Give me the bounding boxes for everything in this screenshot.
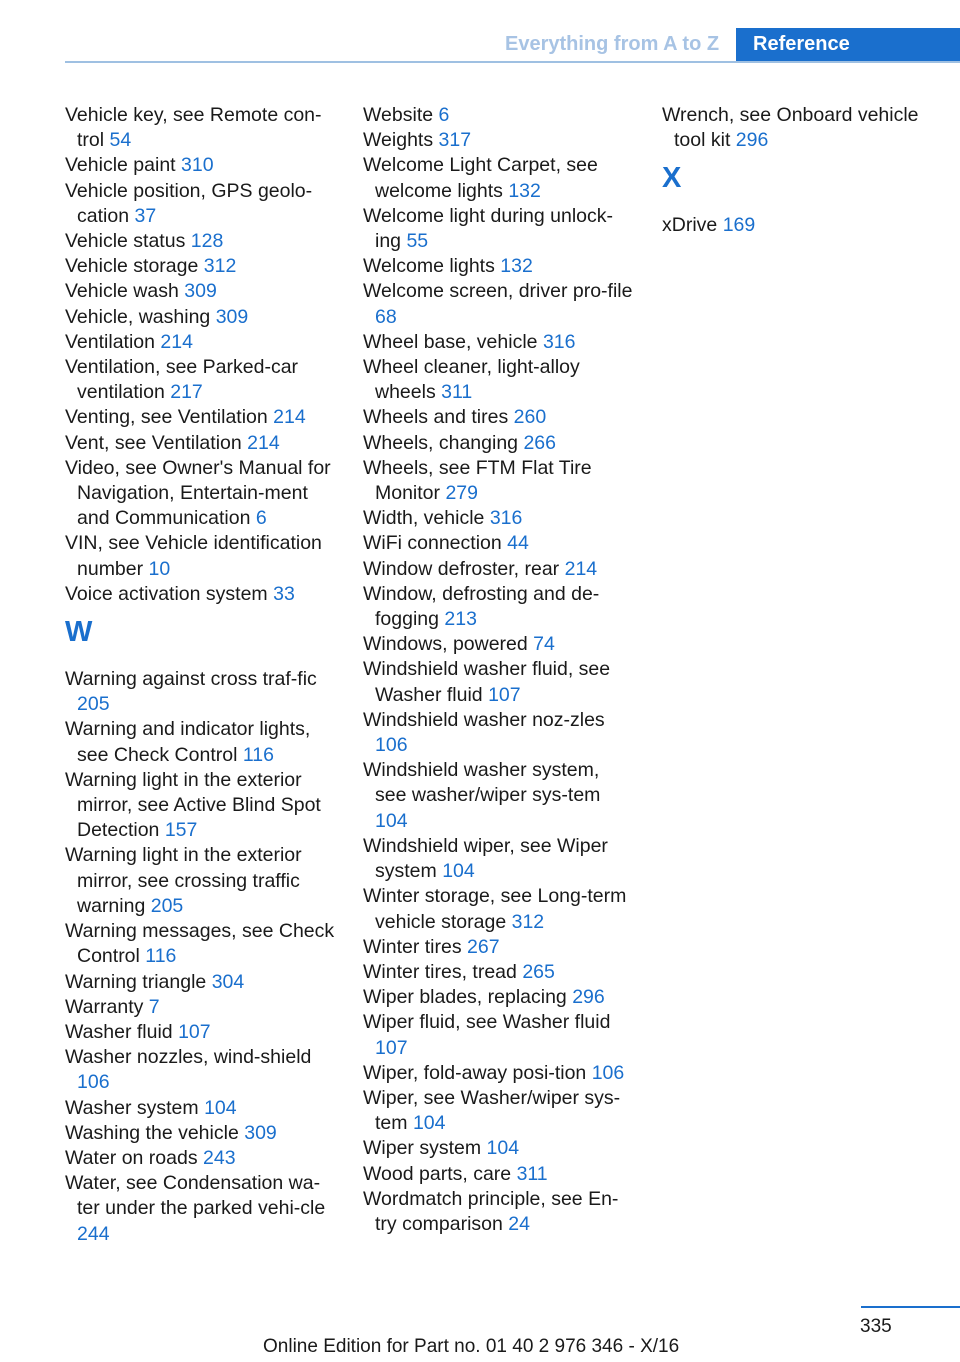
index-term: Warning triangle	[65, 970, 207, 993]
page-link[interactable]: 205	[77, 693, 110, 716]
index-entry	[363, 985, 635, 1010]
page-link[interactable]: 55	[406, 230, 429, 253]
index-term: Welcome light during unlock-ing	[363, 204, 614, 253]
page-link[interactable]: 68	[375, 305, 397, 328]
page-link[interactable]: 317	[438, 129, 472, 152]
page-link[interactable]: 310	[181, 154, 214, 177]
index-term: Vehicle key, see Remote con-trol	[65, 104, 322, 152]
index-entry	[363, 1061, 635, 1086]
index-term: Wheels and tires	[363, 406, 509, 429]
index-entry	[363, 456, 635, 506]
page-link[interactable]: 10	[148, 557, 171, 580]
index-entry	[363, 431, 635, 456]
index-term: Washer nozzles, wind-shield	[65, 1046, 312, 1069]
index-entry	[662, 213, 934, 238]
index-entry	[65, 531, 337, 581]
page-link[interactable]: 205	[150, 894, 184, 917]
page-link[interactable]: 244	[77, 1222, 110, 1245]
index-entry	[65, 456, 337, 532]
index-letter-heading: X	[662, 162, 682, 195]
page-link[interactable]: 296	[572, 986, 605, 1009]
page-link[interactable]: 309	[184, 280, 217, 303]
page-link[interactable]: 106	[77, 1071, 110, 1094]
index-term: Wiper, see Washer/wiper sys-tem	[363, 1086, 621, 1135]
page-link[interactable]: 104	[486, 1137, 520, 1160]
index-entry	[65, 229, 337, 254]
index-term: Water, see Condensation wa-ter under the parked vehi-cle	[65, 1172, 326, 1220]
index-term: Venting, see Ventilation	[65, 406, 268, 429]
page-link[interactable]: 104	[375, 809, 408, 832]
index-term: Warning light in the exterior mirror, see crossing traffic warning	[65, 844, 302, 917]
index-entry	[363, 935, 635, 960]
index-term: Windshield washer fluid, see Washer fluid	[363, 658, 611, 706]
index-entry	[65, 1045, 337, 1095]
index-term: Washing the vehicle	[65, 1121, 239, 1144]
index-term: Vehicle position, GPS geolo-cation	[65, 179, 313, 227]
page-link[interactable]: 309	[244, 1121, 277, 1144]
index-term: Windshield washer noz-zles	[363, 708, 605, 731]
page-link[interactable]: 104	[204, 1096, 237, 1119]
index-entry	[65, 843, 337, 919]
index-term: Wood parts, care	[363, 1162, 512, 1185]
index-term: Wiper, fold-away posi-tion	[363, 1061, 587, 1084]
index-entry	[363, 657, 635, 707]
index-term: Winter tires, tread	[363, 960, 517, 983]
index-entry	[65, 1146, 337, 1171]
index-term: Wheels, see FTM Flat Tire Monitor	[363, 456, 592, 505]
index-entry	[363, 557, 635, 582]
index-entry	[65, 970, 337, 995]
index-entry	[65, 1121, 337, 1146]
index-entry	[65, 995, 337, 1020]
index-term: Windows, powered	[363, 633, 528, 656]
index-entry	[65, 1020, 337, 1045]
index-entry	[65, 768, 337, 844]
index-term: Warning against cross traf-fic	[65, 668, 317, 691]
page-link[interactable]: 214	[564, 557, 598, 580]
index-entry	[363, 1010, 635, 1060]
page-link[interactable]: 24	[508, 1212, 530, 1235]
index-term: Welcome screen, driver pro-file	[363, 280, 633, 303]
index-term: Winter tires	[363, 935, 462, 958]
page-link[interactable]: 214	[273, 406, 306, 429]
page-link[interactable]: 267	[467, 935, 500, 958]
index-entry	[363, 204, 635, 254]
index-entry	[65, 582, 337, 607]
index-term: Wiper fluid, see Washer fluid	[363, 1011, 611, 1034]
index-term: Wordmatch principle, see En-try comparison	[363, 1187, 619, 1235]
index-entry	[65, 153, 337, 178]
page-link[interactable]: 309	[215, 305, 249, 328]
index-entry	[65, 431, 337, 456]
index-term: Ventilation, see Parked-car ventilation	[65, 356, 299, 404]
index-entry	[65, 919, 337, 969]
index-term: Warranty	[65, 995, 144, 1018]
index-entry	[65, 405, 337, 430]
index-term: Welcome Light Carpet, see welcome lights	[363, 154, 598, 202]
index-entry	[363, 405, 635, 430]
index-term: VIN, see Vehicle identification number	[65, 532, 322, 580]
page-link[interactable]: 7	[148, 995, 160, 1018]
page-link[interactable]: 104	[442, 860, 475, 883]
index-term: Windshield washer system, see washer/wiper sys-tem	[363, 759, 601, 807]
index-entry	[363, 708, 635, 758]
page-link[interactable]: 54	[109, 129, 132, 152]
chapter-title: Everything from A to Z	[505, 33, 720, 55]
index-term: Vehicle, washing	[65, 305, 211, 328]
index-term: Warning light in the exterior mirror, see Active Blind Spot Detection	[65, 768, 321, 842]
page-link[interactable]: 116	[242, 743, 274, 766]
index-term: Wiper blades, replacing	[363, 986, 567, 1009]
index-entry	[363, 1086, 635, 1136]
index-entry	[363, 506, 635, 531]
page-link[interactable]: 279	[445, 482, 478, 505]
index-term: Wiper system	[363, 1137, 482, 1160]
index-column-1	[65, 103, 337, 1247]
index-entry	[662, 103, 934, 153]
index-term: Window, defrosting and de-fogging	[363, 582, 600, 631]
index-term: Warning messages, see Check Control	[65, 920, 335, 968]
page-link[interactable]: 104	[412, 1112, 446, 1135]
index-entry	[363, 1136, 635, 1161]
index-term: Voice activation system	[65, 582, 268, 605]
page-link[interactable]: 33	[273, 582, 295, 605]
index-entry	[65, 1096, 337, 1121]
index-term: Width, vehicle	[363, 507, 485, 530]
page-link[interactable]: 312	[511, 910, 545, 933]
index-term: Vehicle status	[65, 230, 186, 253]
header-rule	[65, 61, 960, 63]
page-link[interactable]: 316	[542, 330, 576, 353]
index-term: Wheels, changing	[363, 431, 519, 454]
index-column-2	[363, 103, 635, 1237]
page-link[interactable]: 304	[211, 970, 245, 993]
index-term: xDrive	[662, 214, 718, 237]
page-link[interactable]: 106	[591, 1061, 625, 1084]
page-link[interactable]: 132	[500, 255, 533, 278]
index-entry	[363, 531, 635, 556]
index-term: Warning and indicator lights, see Check Control	[65, 718, 311, 766]
index-term: Video, see Owner's Manual for Navigation, Entertain-ment and Communication	[65, 456, 331, 530]
page-link[interactable]: 217	[170, 381, 203, 404]
page-link[interactable]: 157	[164, 819, 198, 842]
page-link[interactable]: 132	[508, 179, 541, 202]
index-entry	[363, 355, 635, 405]
index-term: Vehicle paint	[65, 154, 176, 177]
page-link[interactable]: 107	[178, 1020, 211, 1043]
index-column-3	[662, 103, 934, 239]
page-link[interactable]: 213	[444, 608, 477, 631]
page-link[interactable]: 311	[441, 381, 473, 404]
index-entry	[363, 960, 635, 985]
page-link[interactable]: 169	[722, 214, 756, 237]
page-link[interactable]: 265	[522, 960, 555, 983]
page-link[interactable]: 107	[375, 1036, 408, 1059]
index-entry	[363, 279, 635, 329]
index-term: Weights	[363, 129, 434, 152]
index-entry	[363, 834, 635, 884]
edition-note: Online Edition for Part no. 01 40 2 976 346 - X/16	[263, 1336, 680, 1357]
page-link[interactable]: 107	[488, 683, 521, 706]
index-entry	[65, 355, 337, 405]
index-entry	[363, 1187, 635, 1237]
index-entry	[363, 758, 635, 834]
index-entry	[65, 305, 337, 330]
index-entry	[363, 128, 635, 153]
page-link[interactable]: 116	[145, 945, 177, 968]
index-entry	[65, 1171, 337, 1247]
index-entry	[65, 279, 337, 304]
index-term: Ventilation	[65, 330, 155, 353]
page-link[interactable]: 243	[203, 1146, 236, 1169]
index-entry	[65, 103, 337, 153]
index-term: Vehicle storage	[65, 255, 199, 278]
page-link[interactable]: 312	[203, 255, 237, 278]
page-link[interactable]: 296	[735, 129, 769, 152]
page-link[interactable]: 214	[160, 330, 193, 353]
index-term: Water on roads	[65, 1146, 198, 1169]
index-term: Winter storage, see Long-term vehicle storage	[363, 885, 627, 933]
page-link[interactable]: 316	[489, 507, 523, 530]
index-term: Website	[363, 104, 434, 126]
page-link[interactable]: 260	[513, 406, 547, 429]
index-entry	[65, 179, 337, 229]
page-link[interactable]: 44	[507, 532, 529, 555]
index-entry	[363, 1162, 635, 1187]
page-number: 335	[860, 1316, 892, 1337]
page-link[interactable]: 106	[375, 734, 408, 757]
index-entry	[363, 330, 635, 355]
page-link[interactable]: 214	[247, 431, 280, 454]
index-entry	[65, 330, 337, 355]
footer-rule	[861, 1306, 960, 1308]
index-letter-heading: W	[65, 616, 93, 649]
index-entry	[363, 254, 635, 279]
page-link[interactable]: 128	[190, 230, 224, 253]
index-entry	[363, 103, 635, 128]
index-entry	[65, 717, 337, 767]
index-term: Wheel cleaner, light-alloy wheels	[363, 356, 580, 404]
index-term: Welcome lights	[363, 255, 495, 278]
page-link[interactable]: 311	[516, 1162, 548, 1185]
index-term: Wrench, see Onboard vehicle tool kit	[662, 104, 919, 152]
section-tab[interactable]: Reference	[736, 28, 960, 62]
index-entry	[363, 582, 635, 632]
index-entry	[363, 153, 635, 203]
index-entry	[65, 254, 337, 279]
page-link[interactable]: 6	[255, 507, 267, 530]
page-link[interactable]: 6	[438, 104, 450, 126]
index-term: Vehicle wash	[65, 280, 179, 303]
index-entry	[363, 632, 635, 657]
index-entry	[363, 884, 635, 934]
index-term: Washer system	[65, 1096, 199, 1119]
index-term: Vent, see Ventilation	[65, 431, 242, 454]
index-term: Window defroster, rear	[363, 557, 560, 580]
index-term: Washer fluid	[65, 1020, 173, 1043]
index-entry	[65, 667, 337, 717]
index-term: Wheel base, vehicle	[363, 330, 538, 353]
index-term: WiFi connection	[363, 532, 502, 555]
page-link[interactable]: 266	[523, 431, 556, 454]
page-link[interactable]: 74	[533, 633, 555, 656]
page-link[interactable]: 37	[134, 204, 157, 227]
index-term: Windshield wiper, see Wiper system	[363, 834, 608, 883]
